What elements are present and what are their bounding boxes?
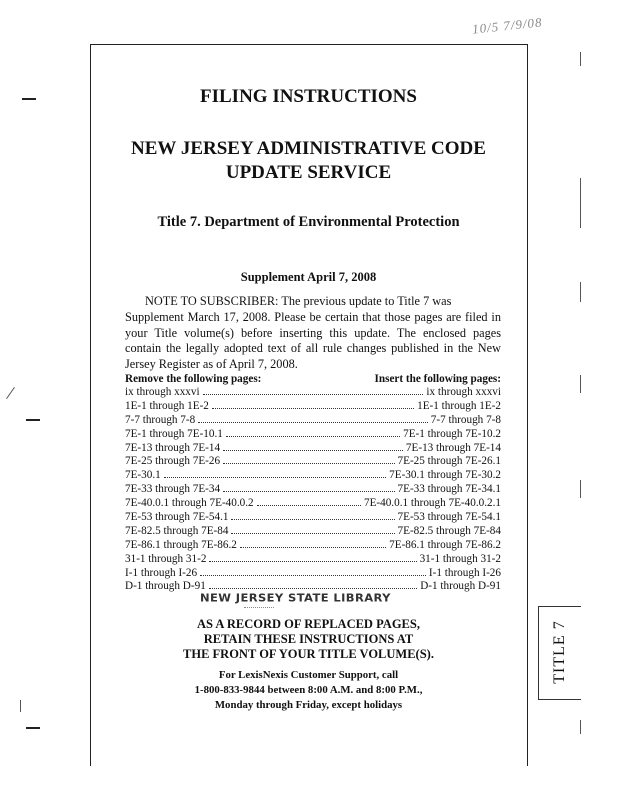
insert-cell: 7E-13 through 7E-14 [405, 441, 501, 454]
remove-cell: 1E-1 through 1E-2 [125, 399, 209, 412]
table-row [125, 400, 501, 414]
dot-leader [164, 469, 386, 478]
insert-cell: 1E-1 through 1E-2 [417, 399, 501, 412]
remove-cell: 7E-86.1 through 7E-86.2 [125, 538, 237, 551]
table-row [125, 442, 501, 456]
remove-cell: 7E-82.5 through 7E-84 [125, 524, 229, 537]
binder-hole-mark [26, 727, 40, 729]
code-title-line-2: UPDATE SERVICE [225, 162, 392, 183]
support-line-2: 1-800-833-9844 between 8:00 A.M. and 8:00 P.M., [194, 684, 423, 696]
dot-leader [231, 511, 394, 520]
filing-instructions-heading: FILING INSTRUCTIONS [200, 86, 417, 107]
remove-cell: 7E-53 through 7E-54.1 [125, 511, 229, 524]
note-body: Supplement March 17, 2008. Please be certain that those pages are filed in your Title volume(s) before inserting this update. The enclosed pages contain the legally adopted text of all rule changes published in the New Jersey Register as of April 7, 2008. [125, 309, 501, 372]
insert-pages-header: Insert the following pages: [374, 373, 501, 385]
remove-cell: I-1 through I-26 [125, 566, 198, 579]
table-row [125, 497, 501, 511]
library-stamp: NEW JERSEY STATE LIBRARY [200, 591, 391, 605]
dot-leader [223, 442, 403, 451]
table-row [125, 455, 501, 469]
dot-leader [226, 428, 400, 437]
code-title-line-1: NEW JERSEY ADMINISTRATIVE CODE [131, 138, 486, 159]
table-row [125, 469, 501, 483]
note-to-subscriber [125, 294, 501, 373]
handwritten-note: 10/5 7/9/08 [471, 14, 544, 37]
dot-leader [212, 400, 414, 409]
remove-cell: 7-7 through 7-8 [125, 413, 196, 426]
binder-hole-mark [22, 98, 36, 100]
insert-cell: 7-7 through 7-8 [430, 413, 501, 426]
supplement-date: Supplement April 7, 2008 [240, 270, 377, 284]
remove-cell: 7E-13 through 7E-14 [125, 441, 221, 454]
insert-cell: 7E-25 through 7E-26.1 [397, 455, 501, 468]
insert-cell: 7E-40.0.1 through 7E-40.0.2.1 [363, 497, 501, 510]
insert-cell: 7E-33 through 7E-34.1 [397, 483, 501, 496]
table-row [125, 414, 501, 428]
spine-tab-label: TITLE 7 [551, 620, 568, 684]
dot-leader [198, 414, 428, 423]
scan-artifact [580, 720, 581, 734]
dot-leader [231, 525, 394, 534]
insert-cell: 7E-86.1 through 7E-86.2 [389, 538, 501, 551]
insert-cell: D-1 through D-91 [420, 580, 501, 593]
note-first-line: NOTE TO SUBSCRIBER: The previous update to Title 7 was [145, 294, 452, 308]
insert-cell: 7E-1 through 7E-10.2 [403, 427, 501, 440]
remove-cell: 31-1 through 31-2 [125, 552, 207, 565]
dot-leader [209, 580, 417, 589]
scan-artifact [580, 480, 581, 498]
insert-cell: 7E-53 through 7E-54.1 [397, 511, 501, 524]
table-row [125, 483, 501, 497]
scan-artifact [6, 387, 15, 399]
record-line-1: AS A RECORD OF REPLACED PAGES, [197, 617, 420, 631]
insert-cell: ix through xxxvi [426, 386, 501, 398]
scan-artifact [580, 178, 581, 228]
table-row [125, 386, 501, 400]
insert-cell: 7E-82.5 through 7E-84 [397, 524, 501, 537]
table-row [125, 525, 501, 539]
remove-cell: 7E-30.1 [125, 469, 161, 482]
remove-cell: 7E-33 through 7E-34 [125, 483, 221, 496]
table-row [125, 511, 501, 525]
record-line-2: RETAIN THESE INSTRUCTIONS AT [203, 632, 414, 646]
page-frame-right [527, 44, 528, 766]
remove-cell: D-1 through D-91 [125, 580, 206, 593]
table-row [125, 553, 501, 567]
title-heading: Title 7. Department of Environmental Protection [157, 214, 460, 230]
scan-artifact [580, 375, 581, 393]
page-replacement-table [125, 373, 501, 594]
support-line-1: For LexisNexis Customer Support, call [218, 669, 399, 681]
remove-cell: ix through xxxvi [125, 386, 200, 398]
dot-leader [200, 567, 426, 576]
stamp-dots [244, 607, 274, 608]
record-line-3: THE FRONT OF YOUR TITLE VOLUME(S). [183, 647, 434, 661]
dot-leader [209, 553, 416, 562]
dot-leader [240, 539, 386, 548]
remove-cell: 7E-40.0.1 through 7E-40.0.2 [125, 497, 254, 510]
dot-leader [223, 483, 394, 492]
dot-leader [203, 386, 424, 395]
table-row [125, 567, 501, 581]
dot-leader [257, 497, 361, 506]
binder-hole-mark [26, 419, 40, 421]
remove-cell: 7E-25 through 7E-26 [125, 455, 221, 468]
page-frame-top [90, 44, 527, 45]
scan-artifact [580, 282, 581, 302]
insert-cell: I-1 through I-26 [428, 566, 501, 579]
remove-cell: 7E-1 through 7E-10.1 [125, 427, 223, 440]
table-row [125, 428, 501, 442]
support-line-3: Monday through Friday, except holidays [214, 699, 403, 711]
table-header [125, 373, 501, 386]
scan-artifact [20, 700, 21, 712]
table-row [125, 539, 501, 553]
scan-artifact [580, 52, 581, 66]
insert-cell: 7E-30.1 through 7E-30.2 [389, 469, 501, 482]
remove-pages-header: Remove the following pages: [125, 373, 262, 385]
dot-leader [223, 455, 394, 464]
insert-cell: 31-1 through 31-2 [419, 552, 501, 565]
